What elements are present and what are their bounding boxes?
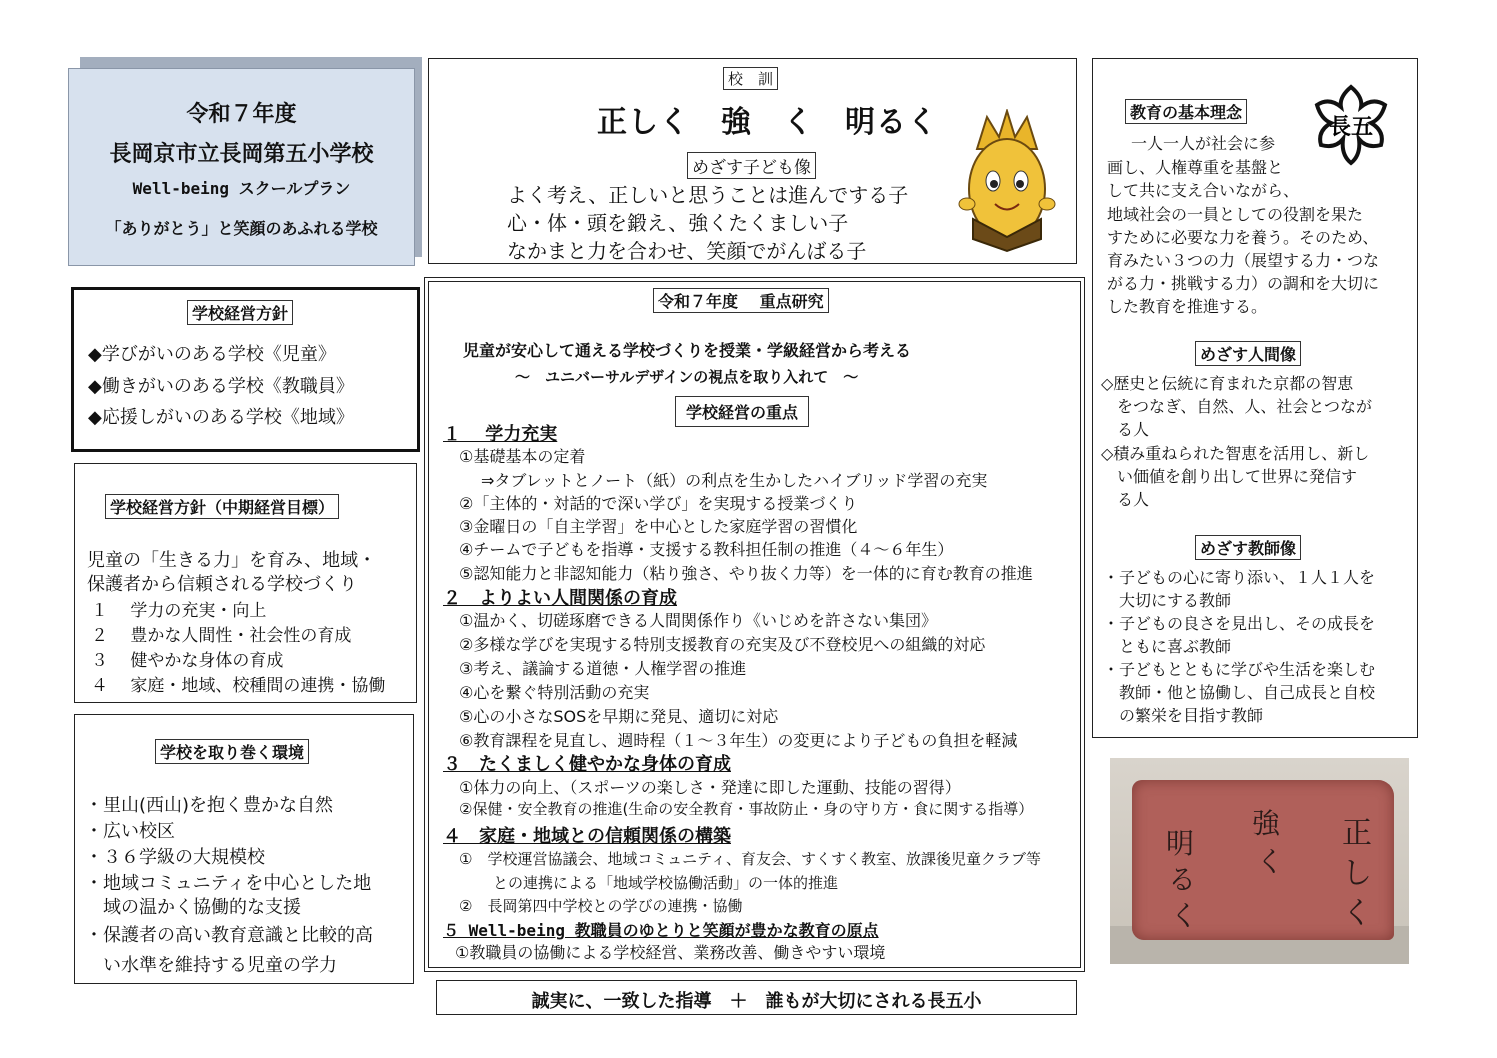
midterm-item-2: ２ 豊かな人間性・社会性の育成 — [91, 626, 352, 646]
policy-item-1: ◆学びがいのある学校《児童》 — [88, 344, 336, 365]
motto-text: 正しく 強 く 明るく — [597, 105, 938, 140]
mascot-image — [957, 109, 1057, 254]
midterm-item-3: ３ 健やかな身体の育成 — [91, 651, 284, 671]
policy-label: 学校経営方針 — [187, 300, 293, 325]
s1-item-2: ⇒タブレットとノート（紙）の利点を生かしたハイブリッド学習の充実 — [481, 471, 988, 490]
research-subtitle: ～ ユニバーサルデザインの視点を取り入れて ～ — [515, 368, 859, 386]
env-item-7: い水準を維持する児童の学力 — [85, 955, 337, 976]
philosophy-line-8: した教育を推進する。 — [1107, 297, 1268, 316]
right-block — [1092, 58, 1418, 738]
s1-item-1: ①基礎基本の定着 — [459, 447, 586, 466]
stone-char-4: 強 — [1252, 807, 1281, 840]
philosophy-line-4: 地域社会の一員としての役割を果た — [1107, 205, 1364, 224]
env-item-3: ・３６学級の大規模校 — [85, 847, 265, 868]
policy-item-3: ◆応援しがいのある学校《地域》 — [88, 407, 354, 428]
child-goal-3: なかまと力を合わせ、笑顔でがんばる子 — [507, 239, 867, 263]
section-5-heading: ５ Well-being 教職員のゆとりと笑顔が豊かな教育の原点 — [443, 921, 879, 940]
stone-char-5: く — [1256, 845, 1285, 878]
teacher-line-5: ・子どもとともに学びや生活を楽しむ — [1103, 660, 1376, 679]
s2-item-5: ⑤心の小さなSOSを早期に発見、適切に対応 — [459, 707, 779, 726]
motto-block — [428, 58, 1077, 264]
school-name: 長岡京市立長岡第五小学校 — [109, 142, 374, 167]
year-text: 令和７年度 — [186, 102, 297, 127]
philosophy-line-7: がる力・挑戦する力）の調和を大切に — [1107, 274, 1380, 293]
plan-title: Well-being スクールプラン — [132, 179, 351, 198]
s3-item-2: ②保健・安全教育の推進(生命の安全教育・事故防止・身の守り方・食に関する指導） — [459, 800, 1034, 818]
teacher-line-6: 教師・他と協働し、自己成長と自校 — [1103, 683, 1376, 702]
s1-item-4: ③金曜日の「自主学習」を中心とした家庭学習の習慣化 — [459, 517, 858, 536]
environment-label: 学校を取り巻く環境 — [155, 739, 309, 764]
environment-block — [74, 714, 414, 984]
section-2-heading: ２ よりよい人間関係の育成 — [443, 588, 677, 609]
footer-block — [436, 980, 1077, 1015]
person-line-4: ◇積み重ねられた智恵を活用し、新し — [1101, 444, 1370, 463]
teacher-line-1: ・子どもの心に寄り添い、１人１人を — [1103, 568, 1376, 587]
motto-stone-photo — [1110, 758, 1409, 964]
teacher-line-2: 大切にする教師 — [1103, 591, 1232, 610]
midterm-item-1: １ 学力の充実・向上 — [91, 601, 267, 621]
s2-item-3: ③考え、議論する道徳・人権学習の推進 — [459, 659, 747, 678]
teacher-label: めざす教師像 — [1195, 535, 1301, 560]
philosophy-line-6: 育みたい３つの力（展望する力・つな — [1107, 251, 1380, 270]
stone-char-1: 正 — [1342, 816, 1372, 851]
school-slogan: 「ありがとう」と笑顔のあふれる学校 — [105, 219, 378, 238]
midterm-intro-1: 児童の「生きる力」を育み、地域・ — [87, 550, 377, 571]
policy-item-2: ◆働きがいのある学校《教職員》 — [88, 376, 354, 397]
s1-item-5: ④チームで子どもを指導・支援する教科担任制の推進（４～６年生） — [459, 540, 954, 559]
motto-label: 校 訓 — [723, 67, 778, 90]
research-theme: 児童が安心して通える学校づくりを授業・学級経営から考える — [463, 341, 912, 360]
s2-item-2: ②多様な学びを実現する特別支援教育の充実及び不登校児への組織的対応 — [459, 635, 986, 654]
emblem-text: 長五 — [1328, 115, 1374, 140]
child-image-label: めざす子ども像 — [687, 152, 816, 179]
env-item-1: ・里山(西山)を抱く豊かな自然 — [85, 795, 334, 816]
midterm-intro-2: 保護者から信頼される学校づくり — [87, 574, 357, 595]
s1-item-3: ②「主体的・対話的で深い学び」を実現する授業づくり — [459, 494, 858, 513]
s2-item-1: ①温かく、切磋琢磨できる人間関係作り《いじめを許さない集団》 — [459, 611, 938, 630]
stone-char-3: く — [1342, 896, 1372, 931]
title-block — [68, 68, 415, 266]
teacher-line-3: ・子どもの良さを見出し、その成長を — [1103, 614, 1376, 633]
section-4-heading: ４ 家庭・地域との信頼関係の構築 — [443, 826, 731, 847]
philosophy-line-1: 一人一人が社会に参 — [1131, 134, 1276, 153]
school-emblem — [1309, 83, 1393, 167]
s4-item-1: ① 学校運営協議会、地域コミュニティ、育友会、すくすく教室、放課後児童クラブ等 — [459, 850, 1041, 868]
s2-item-6: ⑥教育課程を見直し、週時程（１～３年生）の変更により子どもの負担を軽減 — [459, 731, 1018, 750]
focus-label: 学校経営の重点 — [675, 396, 809, 427]
person-line-5: い価値を創り出して世界に発信す — [1101, 467, 1358, 486]
env-item-6: ・保護者の高い教育意識と比較的高 — [85, 925, 373, 946]
child-goal-1: よく考え、正しいと思うことは進んでする子 — [507, 183, 909, 207]
child-goal-2: 心・体・頭を鍛え、強くたくましい子 — [507, 211, 849, 235]
s4-item-2: ② 長岡第四中学校との学びの連携・協働 — [459, 897, 743, 915]
section-3-heading: ３ たくましく健やかな身体の育成 — [443, 754, 731, 775]
teacher-line-4: ともに喜ぶ教師 — [1103, 637, 1232, 656]
stone-char-2: し — [1342, 856, 1372, 891]
policy-block — [71, 287, 420, 452]
philosophy-line-2: 画し、人権尊重を基盤と — [1107, 158, 1284, 177]
person-line-3: る人 — [1101, 420, 1150, 439]
philosophy-line-5: すために必要な力を養う。そのため、 — [1107, 228, 1379, 247]
s2-item-4: ④心を繋ぐ特別活動の充実 — [459, 683, 650, 702]
section-1-heading: １ 学力充実 — [443, 424, 558, 445]
philosophy-line-3: して共に支え合いながら、 — [1107, 181, 1300, 200]
s4-item-1-cont: との連携による「地域学校協働活動」の一体的推進 — [493, 874, 839, 892]
s1-item-6: ⑤認知能力と非認知能力（粘り強さ、やり抜く力等）を一体的に育む教育の推進 — [459, 564, 1033, 583]
stone-char-7: る — [1168, 863, 1197, 896]
stone-char-6: 明 — [1166, 827, 1195, 860]
stone-char-8: く — [1170, 899, 1199, 932]
midterm-block — [74, 463, 417, 703]
env-item-5: 域の温かく協働的な支援 — [85, 897, 301, 918]
midterm-item-4: ４ 家庭・地域、校種間の連携・協働 — [91, 676, 386, 696]
person-line-1: ◇歴史と伝統に育まれた京都の智恵 — [1101, 374, 1354, 393]
research-label: 令和７年度 重点研究 — [653, 288, 829, 313]
person-label: めざす人間像 — [1195, 341, 1301, 366]
person-line-6: る人 — [1101, 490, 1150, 509]
midterm-label: 学校経営方針（中期経営目標） — [105, 494, 339, 519]
teacher-line-7: の繁栄を目指す教師 — [1103, 706, 1264, 725]
env-item-4: ・地域コミュニティを中心とした地 — [85, 873, 372, 894]
philosophy-label: 教育の基本理念 — [1125, 99, 1247, 124]
s3-item-1: ①体力の向上、（スポーツの楽しさ・発達に即した運動、技能の習得） — [459, 778, 961, 797]
research-block — [424, 277, 1085, 972]
footer-text: 誠実に、一致した指導 ＋ 誰もが大切にされる長五小 — [531, 991, 982, 1012]
s5-item-1: ①教職員の協働による学校経営、業務改善、働きやすい環境 — [455, 943, 886, 962]
person-line-2: をつなぎ、自然、人、社会とつなが — [1101, 397, 1373, 416]
env-item-2: ・広い校区 — [85, 821, 175, 842]
